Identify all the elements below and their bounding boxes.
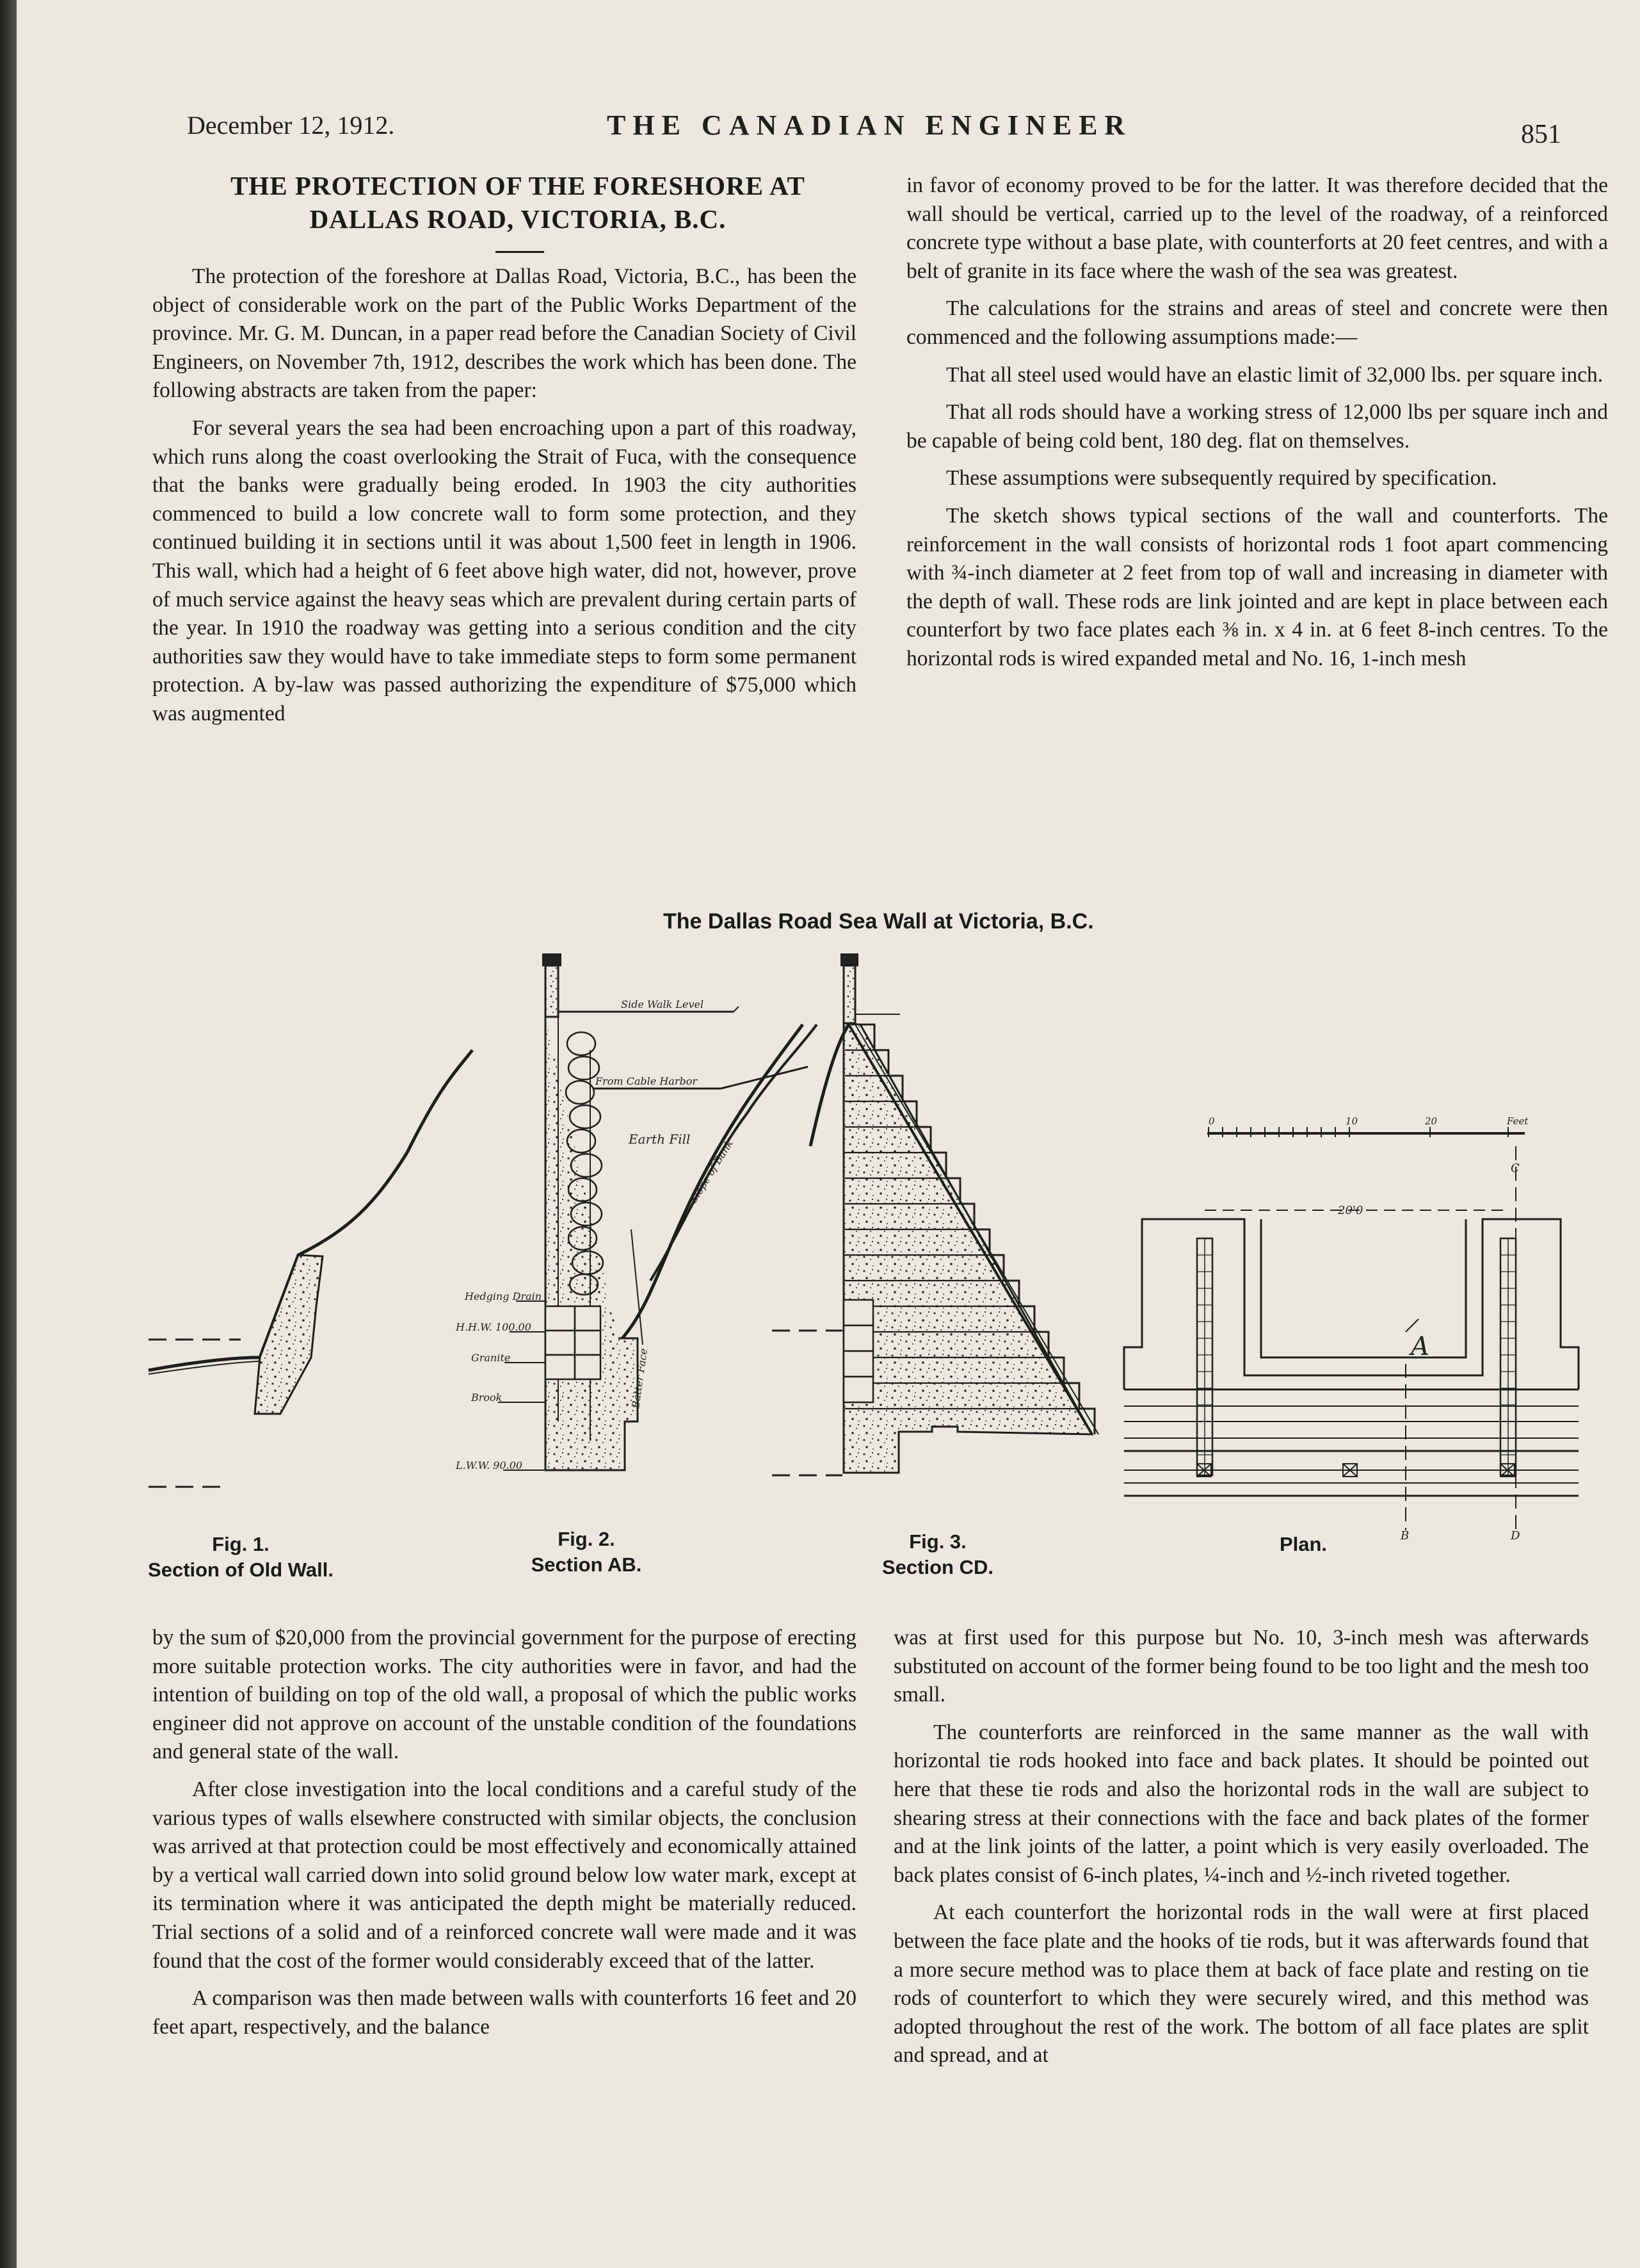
fig1-old-wall-drawing: [149, 1050, 472, 1487]
plan-section-a: A: [1411, 1332, 1429, 1361]
paragraph: The sketch shows typical sections of the wall and counterforts. The reinforcement in the wall consists of horizontal rods 1 foot apart commencing with ¾-inch diameter at 2 feet from top of wall and increasing in diameter with the depth of wall. These rods are link jointed and are kept in place between each counterfort by two face plates each ⅜ in. x 4 in. at 6 feet 8-inch centres. To the horizontal rods is wired expanded metal and No. 16, 1-inch mesh: [906, 503, 1608, 670]
plan-caption: Plan.: [1279, 1533, 1328, 1555]
journal-title: THE CANADIAN ENGINEER: [607, 109, 1132, 141]
paragraph: That all rods should have a working stress of 12,000 lbs per square inch and be capable of being cold bent, 180 deg. flat on themselves.: [906, 400, 1608, 453]
header-date: December 12, 1912.: [187, 111, 395, 140]
plan-scale-zero: 0: [1209, 1115, 1215, 1127]
paragraph: was at first used for this purpose but No. 10, 3-inch mesh was afterwards substituted on account of the former being found to be too light and the mesh too small.: [894, 1626, 1589, 1707]
plan-section-b: B: [1401, 1529, 1410, 1543]
headline-line-1: THE PROTECTION OF THE FORESHORE AT: [230, 171, 805, 200]
plan-scale-feet: Feet: [1507, 1115, 1529, 1127]
plan-scale-twenty: 20: [1425, 1115, 1438, 1127]
paragraph: by the sum of $20,000 from the provincial government for the purpose of erecting more suitable protection works. The city authorities were in favor, and had the intention of building on top of the old wall, a proposal of which the public works engineer did not approve on account of the unstable condition of the foundations and general state of the wall.: [152, 1626, 856, 1764]
fig2-label-hedging-drain: Hedging Drain: [465, 1290, 542, 1302]
headline-rule: [495, 251, 544, 253]
plan-section-c: C: [1511, 1162, 1520, 1175]
paragraph: The counterforts are reinforced in the same manner as the wall with horizontal tie rods hooked into face and back plates. It should be pointed out here that these tie rods and also the horizontal rods in the wall are subject to shearing stress at their connections with the face and back plates of the former and at the link joints of the latter, a point which is very easily overloaded. The back plates consist of 6-inch plates, ¼-inch and ½-inch riveted together.: [894, 1720, 1589, 1887]
paragraph: in favor of economy proved to be for the latter. It was therefore decided that the wall should be vertical, carried up to the level of the roadway, of a reinforced concrete type without a base plate, with counterforts at 20 feet centres, and with a belt of granite in its face where the wash of the sea was greatest.: [906, 174, 1608, 283]
fig3-caption-text: Section CD.: [882, 1556, 993, 1578]
figure-title: The Dallas Road Sea Wall at Victoria, B.C.: [663, 909, 1094, 934]
fig2-label-brook: Brook: [471, 1391, 502, 1404]
text-column-1: [152, 263, 856, 738]
fig2-section-ab-drawing: [498, 954, 808, 1470]
paragraph: For several years the sea had been encroaching upon a part of this roadway, which runs along the coast overlooking the Strait of Fuca, with the consequence that the banks were gradually being eroded. In 1903 the city authorities commenced to build a low concrete wall to form some protection, and they continued building it in sections until it was about 1,500 feet in length in 1906. This wall, which had a height of 6 feet above high water, did not, however, prove of much service against the heavy seas which are prevalent during certain parts of the year. In 1910 the roadway was getting into a serious condition and the city authorities saw they would have to take immediate steps to form some permanent protection. A by-law was passed authorizing the expenditure of $75,000 which was augmented: [152, 416, 856, 725]
fig3-section-cd-drawing: [618, 954, 1098, 1475]
fig1-label: Fig. 1.: [212, 1533, 269, 1555]
paragraph: A comparison was then made between walls with counterforts 16 feet and 20 feet apart, respectively, and the balance: [152, 1986, 856, 2039]
fig2-caption: [490, 1527, 682, 1578]
page-gutter-shadow: [0, 0, 17, 2268]
plan-scale-ten: 10: [1346, 1115, 1358, 1127]
fig3-caption: [839, 1529, 1037, 1580]
paragraph: After close investigation into the local conditions and a careful study of the various types of walls elsewhere constructed with similar objects, the conclusion was arrived at that protection could be most effectively and economically attained by a vertical wall carried down into solid ground below low water mark, except at its termination where it was anticipated the depth might be materially reduced. Trial sections of a solid and of a reinforced concrete wall were made and it was found that the cost of the former would considerably exceed that of the latter.: [152, 1777, 856, 1973]
plan-drawing: [1124, 1127, 1579, 1530]
text-column-2: [906, 172, 1608, 683]
fig2-label-slope: Slope of Bank: [687, 1137, 736, 1206]
plan-section-d: D: [1511, 1529, 1520, 1543]
fig2-caption-text: Section AB.: [531, 1553, 642, 1576]
text-column-3: [152, 1624, 856, 2050]
paragraph: At each counterfort the horizontal rods in the wall were at first placed between the face plate and the hooks of tie rods, but it was afterwards found that a more secure method was to place them at back of face plate and resting on tie rods of counterfort to which they were securely wired, and this method was adopted throughout the rest of the work. The bottom of all face plates are split and spread, and at: [894, 1900, 1589, 2068]
fig2-label-sidewalk: Side Walk Level: [621, 998, 704, 1010]
paragraph: The protection of the foreshore at Dallas Road, Victoria, B.C., has been the object of considerable work on the part of the Public Works Department of the province. Mr. G. M. Duncan, in a paper read before the Canadian Society of Civil Engineers, on November 7th, 1912, describes the work which has been done. The following abstracts are taken from the paper:: [152, 264, 856, 403]
article-headline: [159, 169, 877, 236]
paragraph: The calculations for the strains and areas of steel and concrete were then commenced and the following assumptions made:—: [906, 296, 1608, 349]
text-column-4: [894, 1624, 1589, 2079]
headline-line-2: DALLAS ROAD, VICTORIA, B.C.: [309, 204, 727, 234]
fig3-label: Fig. 3.: [909, 1530, 967, 1553]
fig2-label-hhw: H.H.W. 100.00: [456, 1321, 531, 1333]
fig2-label-cable: From Cable Harbor: [595, 1075, 697, 1087]
paragraph: These assumptions were subsequently required by specification.: [946, 466, 1497, 490]
page-number: 851: [1521, 120, 1561, 149]
fig2-label-earth-fill: Earth Fill: [629, 1131, 691, 1147]
paragraph: That all steel used would have an elastic limit of 32,000 lbs. per square inch.: [946, 362, 1604, 387]
fig2-label-granite: Granite: [471, 1352, 511, 1364]
plan-dim-20ft: 20'0: [1338, 1204, 1363, 1217]
fig1-caption-text: Section of Old Wall.: [148, 1559, 334, 1581]
page: [17, 0, 1640, 2268]
fig2-label-llw: L.W.W. 90.00: [456, 1459, 523, 1471]
fig2-label: Fig. 2.: [558, 1528, 615, 1550]
fig1-caption: [145, 1532, 337, 1583]
fig2-label-batter: Batter Face: [629, 1347, 650, 1409]
